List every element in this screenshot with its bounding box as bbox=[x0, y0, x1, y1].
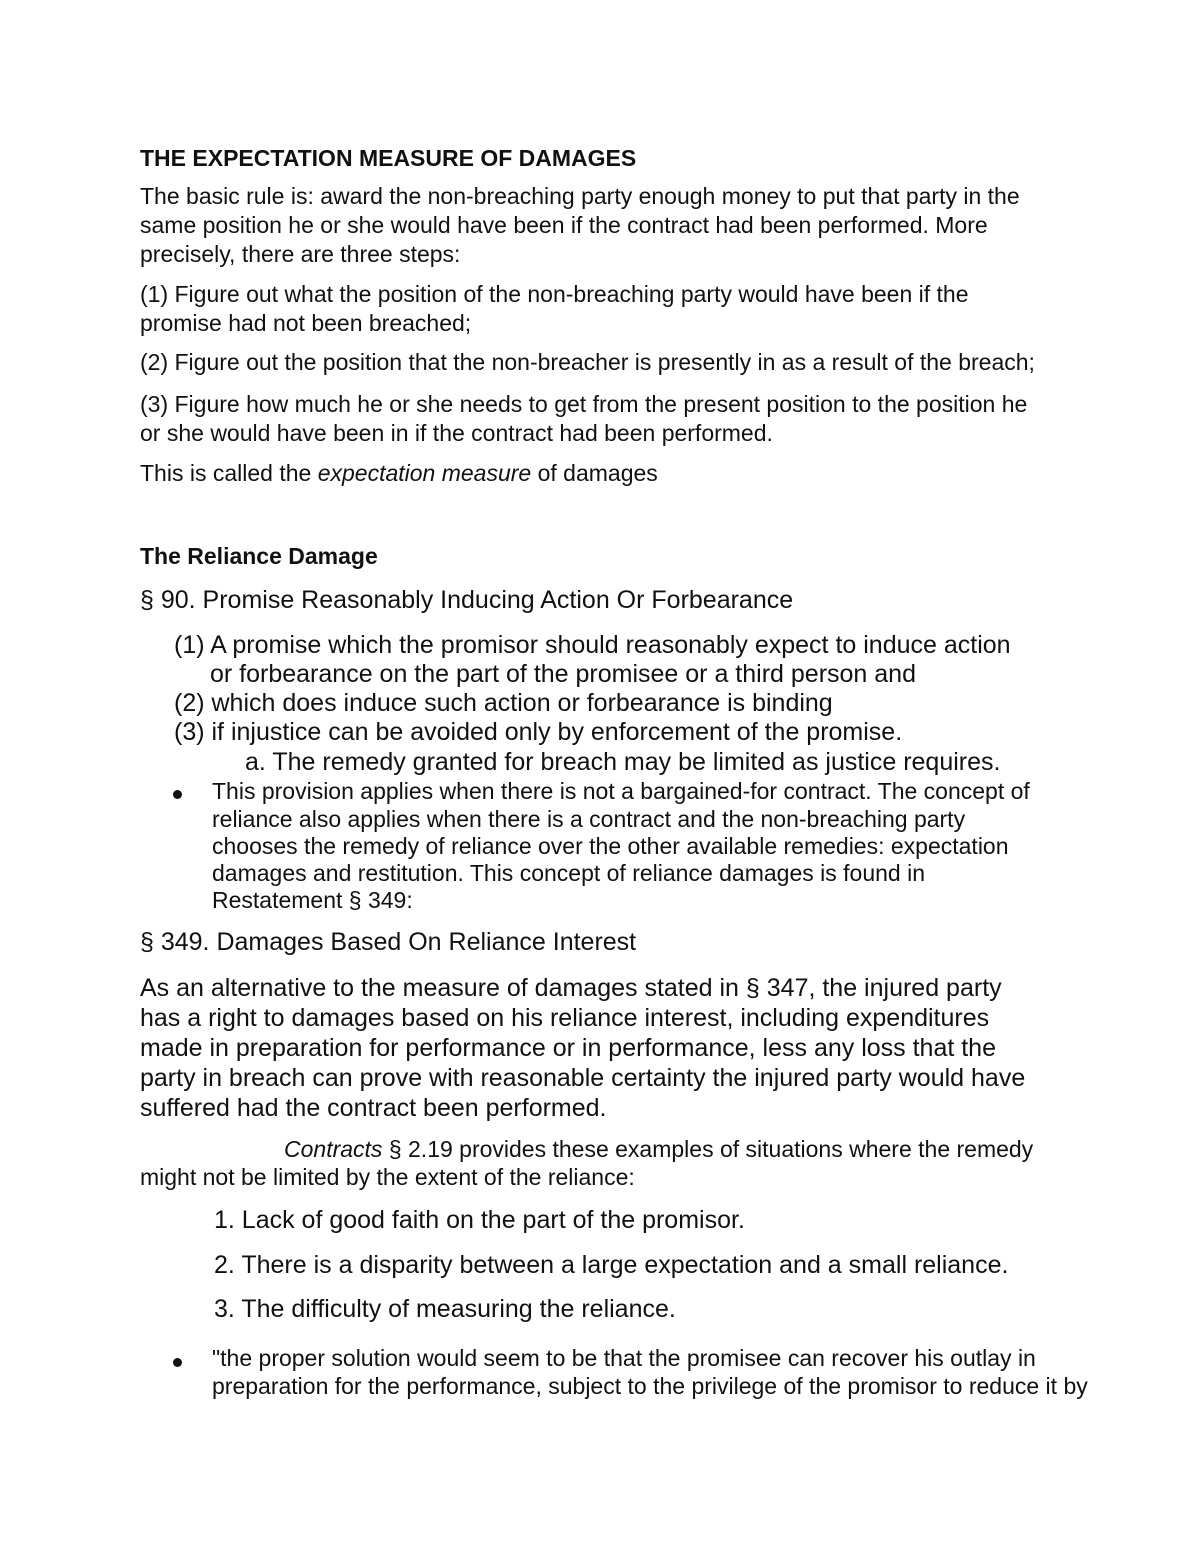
section-90-item: or forbearance on the part of the promisee or a third person and bbox=[210, 660, 916, 688]
called-paragraph bbox=[140, 462, 658, 485]
bullet-line: "the proper solution would seem to be that the promisee can recover his outlay in bbox=[212, 1345, 1036, 1371]
section-349-line: made in preparation for performance or in performance, less any loss that the bbox=[140, 1034, 996, 1062]
example-item: 3. The difficulty of measuring the reliance. bbox=[214, 1295, 676, 1323]
section-90-item: (2) which does induce such action or forbearance is binding bbox=[174, 689, 833, 717]
section-349-line: has a right to damages based on his reliance interest, including expenditures bbox=[140, 1004, 990, 1032]
step-line: or she would have been in if the contract had been performed. bbox=[140, 420, 773, 446]
step-line: promise had not been breached; bbox=[140, 310, 472, 336]
bullet-line: chooses the remedy of reliance over the other available remedies: expectation bbox=[212, 833, 1009, 859]
contracts-emphasis: Contracts bbox=[284, 1136, 383, 1162]
section-90-subitem: a. The remedy granted for breach may be limited as justice requires. bbox=[245, 748, 1001, 776]
bullet-line: preparation for the performance, subject to the privilege of the promisor to reduce it by bbox=[212, 1373, 1088, 1399]
subsection-heading: The Reliance Damage bbox=[140, 543, 378, 569]
called-pre: This is called the bbox=[140, 460, 318, 486]
called-emphasis: expectation measure bbox=[317, 460, 532, 486]
step-line: (1) Figure out what the position of the non-breaching party would have been if the bbox=[140, 281, 969, 307]
section-90-title: § 90. Promise Reasonably Inducing Action Or Forbearance bbox=[140, 586, 794, 614]
intro-line: precisely, there are three steps: bbox=[140, 241, 461, 267]
bullet-marker bbox=[173, 790, 182, 799]
contracts-line: might not be limited by the extent of the reliance: bbox=[140, 1164, 635, 1190]
section-349-title: § 349. Damages Based On Reliance Interest bbox=[140, 928, 637, 956]
section-349-line: suffered had the contract been performed. bbox=[140, 1094, 607, 1122]
intro-line: The basic rule is: award the non-breaching party enough money to put that party in the bbox=[140, 183, 1020, 209]
intro-line: same position he or she would have been if the contract had been performed. More bbox=[140, 212, 988, 238]
bullet-line: Restatement § 349: bbox=[212, 887, 413, 913]
example-item: 2. There is a disparity between a large expectation and a small reliance. bbox=[214, 1251, 1009, 1279]
bullet-marker bbox=[173, 1358, 182, 1367]
called-post: of damages bbox=[531, 460, 658, 486]
bullet-line: damages and restitution. This concept of reliance damages is found in bbox=[212, 860, 925, 886]
section-349-line: party in breach can prove with reasonable certainty the injured party would have bbox=[140, 1064, 1026, 1092]
contracts-paragraph bbox=[284, 1138, 1033, 1161]
bullet-line: reliance also applies when there is a contract and the non-breaching party bbox=[212, 806, 966, 832]
step-line: (3) Figure how much he or she needs to get from the present position to the position he bbox=[140, 391, 1028, 417]
section-heading: THE EXPECTATION MEASURE OF DAMAGES bbox=[140, 145, 637, 171]
contracts-rest: § 2.19 provides these examples of situations where the remedy bbox=[382, 1136, 1034, 1162]
section-90-item: (3) if injustice can be avoided only by enforcement of the promise. bbox=[174, 718, 903, 746]
bullet-line: This provision applies when there is not a bargained-for contract. The concept of bbox=[212, 778, 1030, 804]
example-item: 1. Lack of good faith on the part of the promisor. bbox=[214, 1206, 745, 1234]
section-349-line: As an alternative to the measure of damages stated in § 347, the injured party bbox=[140, 974, 1002, 1002]
section-90-item: (1) A promise which the promisor should reasonably expect to induce action bbox=[174, 631, 1011, 659]
step-line: (2) Figure out the position that the non-breacher is presently in as a result of the breach; bbox=[140, 349, 1035, 375]
